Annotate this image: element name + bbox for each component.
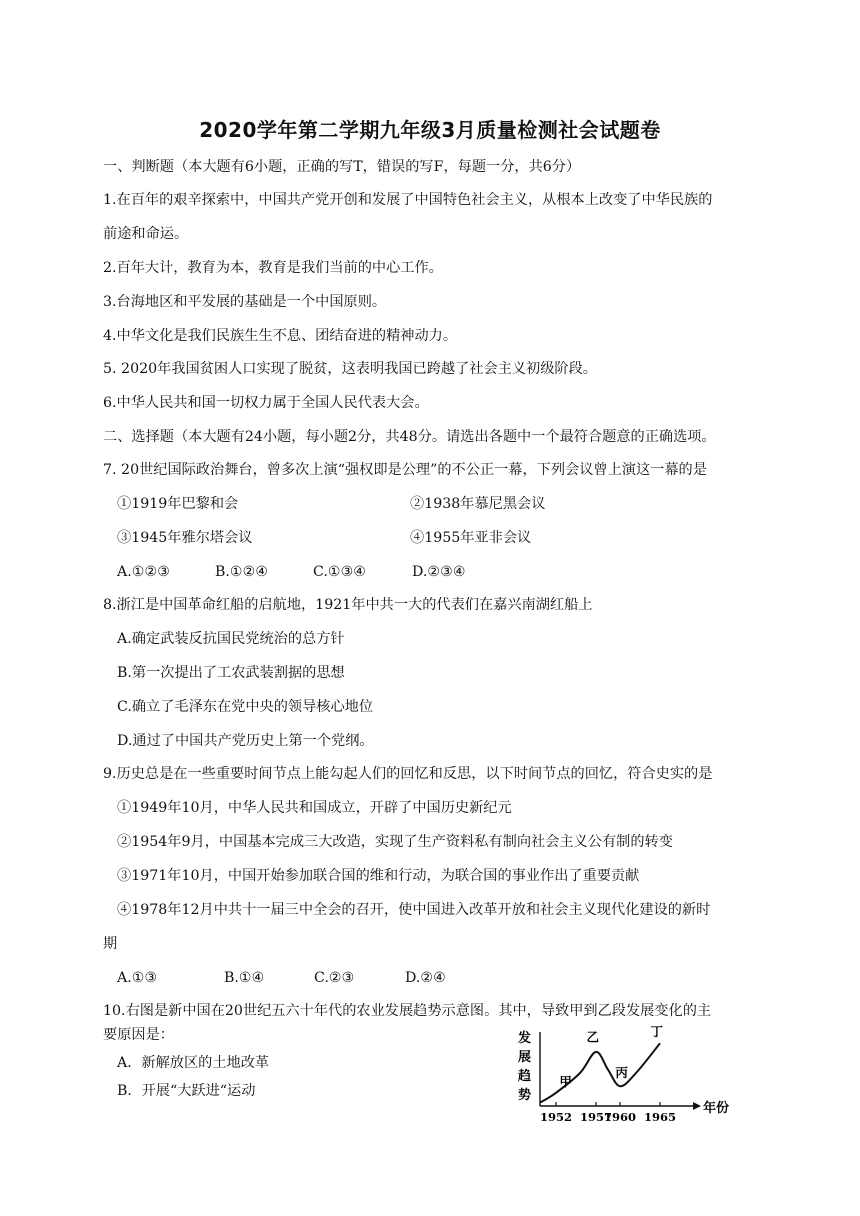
- question-8-option-c: C.确立了毛泽东在党中央的领导核心地位: [117, 699, 374, 715]
- y-axis-label-char: 势: [518, 1088, 532, 1103]
- agriculture-trend-chart: [515, 1020, 755, 1130]
- question-10-stem-line-1: 10.右图是新中国在20世纪五六十年代的农业发展趋势示意图。其中，导致甲到乙段发展变化的主: [103, 1003, 712, 1019]
- question-8-option-a: A.确定武装反抗国民党统治的总方针: [117, 631, 345, 647]
- y-axis-label-char: 发: [518, 1031, 532, 1046]
- y-axis-label-char: 展: [518, 1050, 532, 1065]
- question-9-item-3: ③1971年10月，中国开始参加联合国的维和行动，为联合国的事业作出了重要贡献: [117, 868, 640, 884]
- question-7-stem: 7. 20世纪国际政治舞台，曾多次上演“强权即是公理”的不公正一幕，下列会议曾上演这一幕的是: [103, 462, 707, 478]
- question-9-stem: 9.历史总是在一些重要时间节点上能勾起人们的回忆和反思，以下时间节点的回忆，符合史实的是: [103, 766, 713, 782]
- stage-label: 乙: [586, 1029, 600, 1045]
- question-5: 5. 2020年我国贫困人口实现了脱贫，这表明我国已跨越了社会主义初级阶段。: [103, 361, 597, 377]
- question-8-option-b: B.第一次提出了工农武装割据的思想: [117, 665, 345, 681]
- question-7-choice-a: A.①②③: [117, 564, 170, 580]
- question-7-item-4: ④1955年亚非会议: [410, 530, 532, 546]
- question-7-choice-b: B.①②④: [215, 564, 269, 580]
- question-9-item-4-cont: 期: [103, 936, 118, 952]
- question-8-stem: 8.浙江是中国革命红船的启航地，1921年中共一大的代表们在嘉兴南湖红船上: [103, 597, 593, 613]
- question-6: 6.中华人民共和国一切权力属于全国人民代表大会。: [103, 395, 429, 411]
- y-axis-label: [517, 1030, 531, 1103]
- x-axis-arrow: [693, 1102, 701, 1110]
- question-10-option-b: B．开展“大跃进“运动: [117, 1083, 256, 1099]
- question-3: 3.台海地区和平发展的基础是一个中国原则。: [103, 294, 387, 310]
- trend-curve: [540, 1043, 660, 1102]
- section-1-heading: 一、判断题（本大题有6小题，正确的写T，错误的写F，每题一分，共6分）: [103, 159, 581, 175]
- stage-label: 丙: [615, 1065, 628, 1080]
- x-tick-label: 1960: [603, 1110, 637, 1124]
- question-7-item-2: ②1938年慕尼黑会议: [410, 496, 546, 512]
- question-7-item-1: ①1919年巴黎和会: [117, 496, 239, 512]
- question-8-option-d: D.通过了中国共产党历史上第一个党纲。: [117, 733, 374, 749]
- question-9-item-1: ①1949年10月，中华人民共和国成立，开辟了中国历史新纪元: [117, 800, 512, 816]
- question-10-option-a: A．新解放区的土地改革: [117, 1055, 270, 1071]
- question-10-stem-line-2: 要原因是：: [103, 1027, 174, 1043]
- question-7-choice-d: D.②③④: [412, 564, 466, 580]
- question-9-choice-a: A.①③: [117, 970, 158, 986]
- stage-label: 丁: [650, 1024, 664, 1040]
- page-title: 2020学年第二学期九年级3月质量检测社会试题卷: [199, 118, 661, 142]
- question-9-choice-d: D.②④: [405, 970, 446, 986]
- question-7-choice-c: C.①③④: [313, 564, 367, 580]
- question-1-line-1: 1.在百年的艰辛探索中，中国共产党开创和发展了中国特色社会主义，从根本上改变了中华民族的: [103, 192, 713, 208]
- question-9-item-4: ④1978年12月中共十一届三中全会的召开，使中国进入改革开放和社会主义现代化建设的新时: [117, 902, 711, 918]
- section-2-heading: 二、选择题（本大题有24小题，每小题2分，共48分。请选出各题中一个最符合题意的正确选项。: [103, 429, 716, 445]
- question-9-choice-c: C.②③: [314, 970, 355, 986]
- x-tick-label: 1957: [579, 1110, 613, 1124]
- question-9-item-2: ②1954年9月，中国基本完成三大改造，实现了生产资料私有制向社会主义公有制的转变: [117, 834, 673, 850]
- question-1-line-2: 前途和命运。: [103, 226, 189, 242]
- x-tick-label: 1952: [539, 1110, 573, 1124]
- question-2: 2.百年大计，教育为本，教育是我们当前的中心工作。: [103, 260, 443, 276]
- stage-label: 甲: [559, 1074, 572, 1090]
- x-axis-label: 年份: [703, 1101, 730, 1116]
- y-axis-label-char: 趋: [518, 1069, 532, 1084]
- x-tick-label: 1965: [643, 1110, 677, 1124]
- question-4: 4.中华文化是我们民族生生不息、团结奋进的精神动力。: [103, 328, 458, 344]
- question-7-item-3: ③1945年雅尔塔会议: [117, 530, 253, 546]
- question-9-choice-b: B.①④: [224, 970, 265, 986]
